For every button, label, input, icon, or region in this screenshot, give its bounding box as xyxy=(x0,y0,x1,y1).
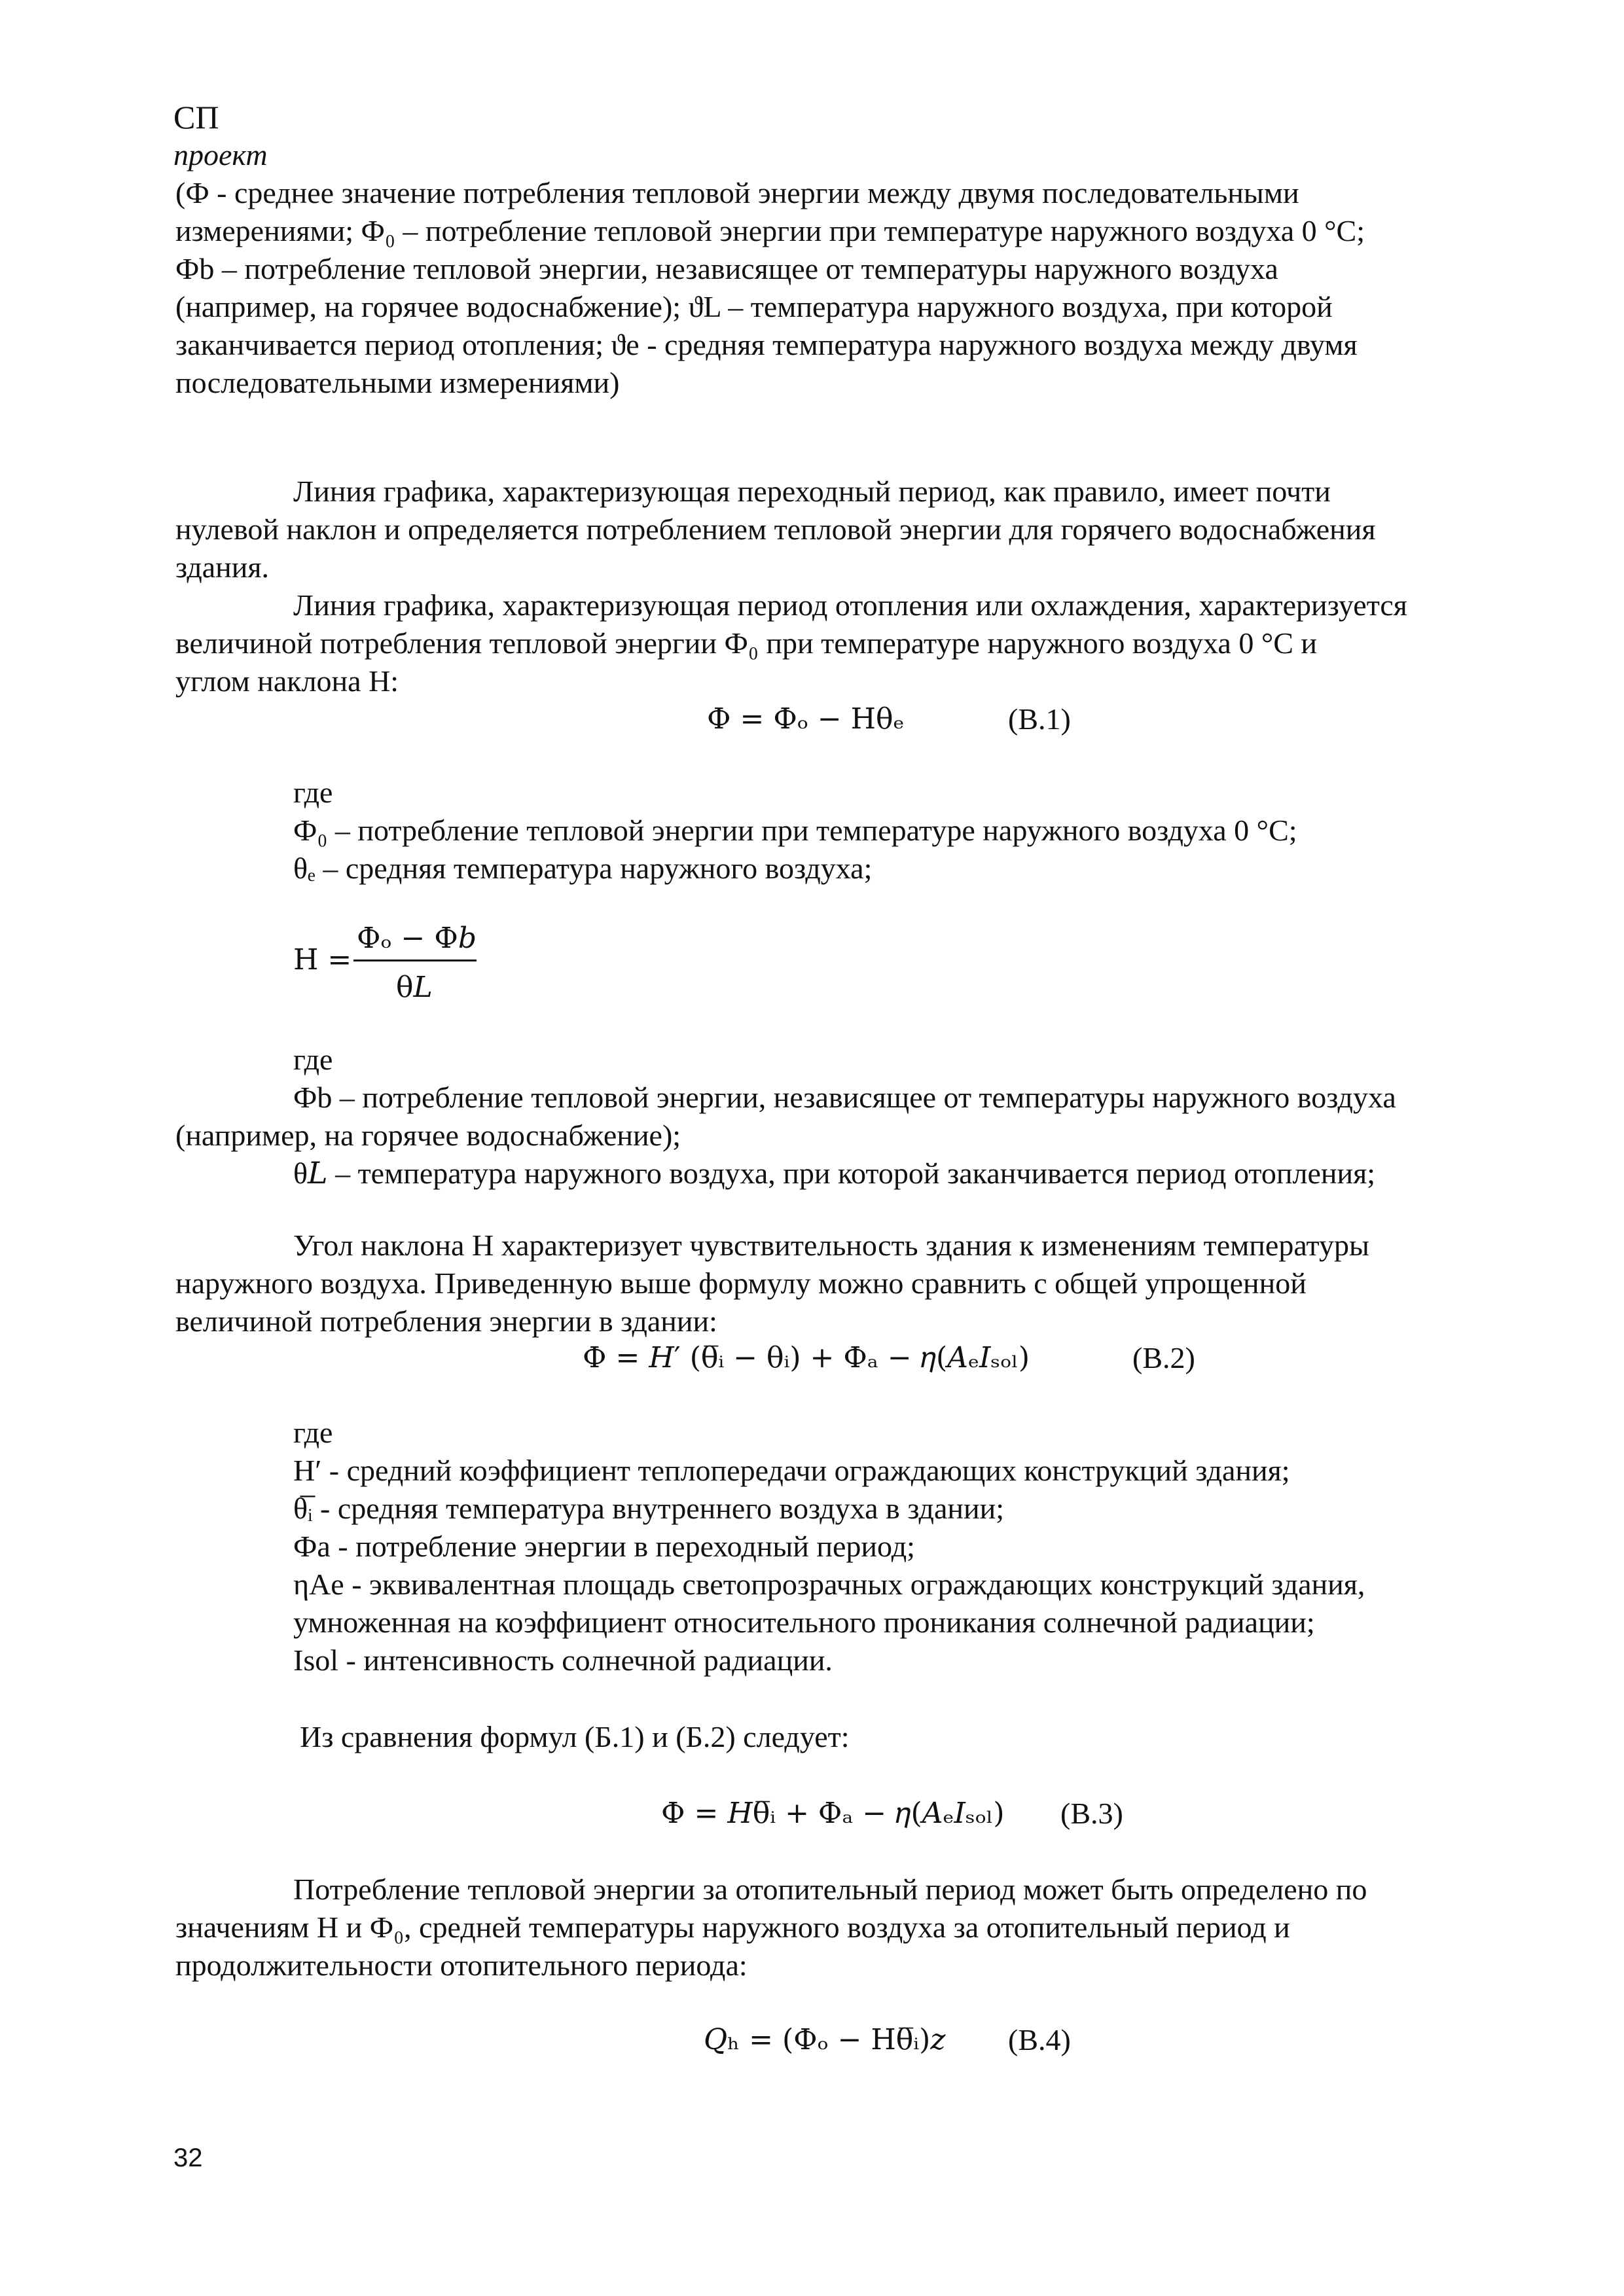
text-line: углом наклона Н: xyxy=(175,664,399,698)
text-line: последовательными измерениями) xyxy=(175,366,620,399)
where-block-1 xyxy=(293,774,1599,888)
definitions-intro xyxy=(175,174,1481,402)
definition-item: Isol - интенсивность солнечной радиации. xyxy=(293,1643,833,1677)
text-line: значениям Н и Ф₀, средней температуры наружного воздуха за отопительный период и xyxy=(175,1910,1290,1944)
where-label: где xyxy=(293,1043,333,1076)
formula-b4-number: (В.4) xyxy=(1008,2023,1071,2056)
text-line: нулевой наклон и определяется потреблением тепловой энергии для горячего водоснабжения xyxy=(175,512,1376,546)
definition-item: θₑ – средняя температура наружного воздуха; xyxy=(293,852,873,885)
text-line: здания. xyxy=(175,550,270,584)
text-line: Линия графика, характеризующая период отопления или охлаждения, характеризуется xyxy=(293,588,1407,622)
document-status: проект xyxy=(173,138,268,171)
definition-item: θ̅ᵢ - средняя температура внутреннего воздуха в здании; xyxy=(293,1492,1005,1525)
text-line: продолжительности отопительного периода: xyxy=(175,1948,748,1982)
text-line: Угол наклона Н характеризует чувствительность здания к изменениям температуры xyxy=(293,1229,1369,1262)
definition-item: Фa - потребление энергии в переходный период; xyxy=(293,1530,915,1563)
text-line: Фb – потребление тепловой энергии, независящее от температуры наружного воздуха xyxy=(175,252,1278,285)
text-line: заканчивается период отопления; ϑe - средняя температура наружного воздуха между двумя xyxy=(175,328,1358,361)
formula-h-lhs: Н = xyxy=(293,943,352,977)
paragraph-heating-period xyxy=(175,586,1481,700)
definition-item: Ф₀ – потребление тепловой энергии при температуре наружного воздуха 0 °С; xyxy=(293,814,1297,847)
paragraph-heating-consumption xyxy=(175,1871,1481,1984)
text-line: Потребление тепловой энергии за отопительный период может быть определено по xyxy=(293,1873,1367,1906)
text-line: (например, на горячее водоснабжение); ϑL – температура наружного воздуха, при которой xyxy=(175,290,1333,323)
formula-h-numerator: Фₒ − Ф𝑏 xyxy=(357,922,477,955)
paragraph-transition-period xyxy=(175,473,1481,586)
text-line: наружного воздуха. Приведенную выше формулу можно сравнить с общей упрощенной xyxy=(175,1266,1307,1300)
where-block-2 xyxy=(175,1041,1481,1193)
paragraph-slope xyxy=(175,1227,1481,1340)
formula-b2-number: (В.2) xyxy=(1132,1341,1195,1374)
document-code: СП xyxy=(173,99,219,135)
definition-item: (например, на горячее водоснабжение); xyxy=(175,1119,681,1152)
definition-item: умноженная на коэффициент относительного проникания солнечной радиации; xyxy=(293,1605,1315,1639)
text-line: (Ф - среднее значение потребления тепловой энергии между двумя последовательными xyxy=(175,176,1299,209)
formula-b1: Ф = Фₒ − Нθₑ xyxy=(707,702,905,736)
definition-item: θ𝐿 – температура наружного воздуха, при которой заканчивается период отопления; xyxy=(293,1157,1376,1190)
fraction-bar xyxy=(353,960,477,961)
formula-b3-number: (В.3) xyxy=(1060,1797,1123,1830)
text-line: величиной потребления энергии в здании: xyxy=(175,1304,717,1338)
paragraph-comparison: Из сравнения формул (Б.1) и (Б.2) следует: xyxy=(300,1720,850,1753)
where-block-3 xyxy=(293,1414,1599,1679)
text-line: измерениями; Ф₀ – потребление тепловой энергии при температуре наружного воздуха 0 °С; xyxy=(175,214,1365,247)
formula-h-denominator: θ𝐿 xyxy=(396,971,433,1004)
text-line: Линия графика, характеризующая переходный период, как правило, имеет почти xyxy=(293,475,1331,508)
definition-item: ηAe - эквивалентная площадь светопрозрачных ограждающих конструкций здания, xyxy=(293,1568,1365,1601)
definition-item: Фb – потребление тепловой энергии, независящее от температуры наружного воздуха xyxy=(293,1081,1396,1114)
formula-b1-number: (В.1) xyxy=(1008,702,1071,736)
formula-b4: 𝑄ₕ = (Фₒ − Нθ̅ᵢ)𝑧 xyxy=(704,2023,946,2056)
definition-item: Н′ - средний коэффициент теплопередачи ограждающих конструкций здания; xyxy=(293,1454,1290,1487)
page-number: 32 xyxy=(173,2144,203,2172)
formula-b3: Ф = 𝐻θ̅ᵢ + Фₐ − 𝜂(𝐴ₑ𝐼ₛₒₗ) xyxy=(661,1797,1005,1830)
text-line: величиной потребления тепловой энергии Ф₀ при температуре наружного воздуха 0 °С и xyxy=(175,626,1318,660)
where-label: где xyxy=(293,776,333,809)
where-label: где xyxy=(293,1416,333,1449)
formula-b2: Ф = 𝐻′ (θ̅ᵢ − θᵢ) + Фₐ − 𝜂(𝐴ₑ𝐼ₛₒₗ) xyxy=(583,1341,1030,1374)
